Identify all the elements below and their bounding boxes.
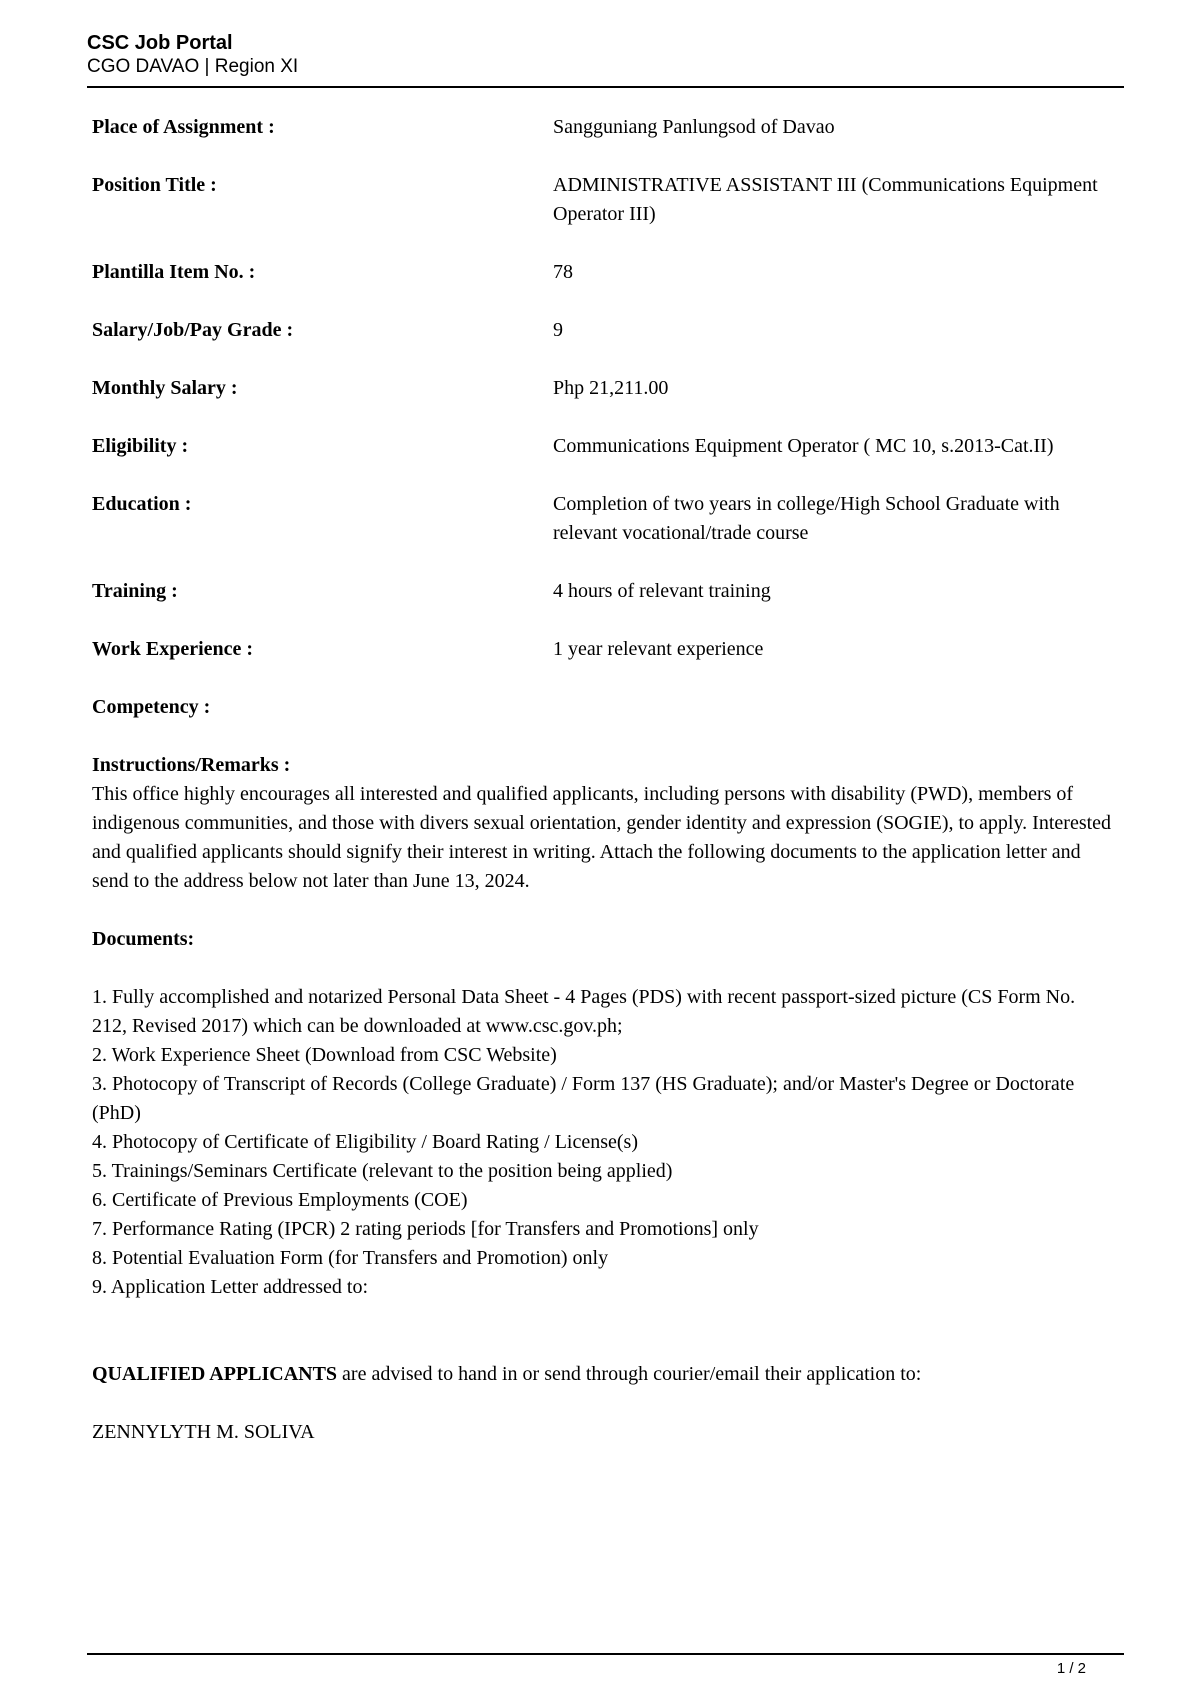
document-item: 2. Work Experience Sheet (Download from CSC Website) xyxy=(92,1044,557,1066)
field-value xyxy=(553,693,1112,722)
field-training xyxy=(92,577,1112,606)
document-item: 6. Certificate of Previous Employments (COE) xyxy=(92,1189,468,1211)
field-value: Sangguniang Panlungsod of Davao xyxy=(553,116,835,138)
field-eligibility xyxy=(92,432,1112,461)
field-place-of-assignment xyxy=(92,113,1112,142)
page-header xyxy=(87,31,1124,79)
field-value: 9 xyxy=(553,319,563,341)
field-label: Competency : xyxy=(92,696,211,718)
field-value: Completion of two years in college/High School Graduate with relevant vocational/trade course xyxy=(553,493,1060,544)
addressee-name: ZENNYLYTH M. SOLIVA xyxy=(92,1421,315,1443)
header-divider xyxy=(87,86,1124,88)
field-competency xyxy=(92,693,1112,722)
remarks-text: This office highly encourages all interested and qualified applicants, including persons with disability (PWD), members of indigenous communities, and those with divers sexual orientation, gender identity and expression (SOGIE), to apply. Interested and qualified applicants should signify their interest in writing. Attach the following documents to the application letter and send to the address below not later than June 13, 2024. xyxy=(92,783,1112,892)
field-value: Php 21,211.00 xyxy=(553,377,669,399)
field-label: Plantilla Item No. : xyxy=(92,261,256,283)
field-value: 1 year relevant experience xyxy=(553,638,764,660)
office-name: CGO DAVAO | Region XI xyxy=(87,56,299,77)
field-salary-grade xyxy=(92,316,1112,345)
document-item: 4. Photocopy of Certificate of Eligibility / Board Rating / License(s) xyxy=(92,1131,638,1153)
field-label: Work Experience : xyxy=(92,638,254,660)
field-label: Monthly Salary : xyxy=(92,377,238,399)
remarks-label: Instructions/Remarks : xyxy=(92,754,291,776)
field-label: Training : xyxy=(92,580,178,602)
field-label: Eligibility : xyxy=(92,435,189,457)
field-value: 4 hours of relevant training xyxy=(553,580,771,602)
field-label: Education : xyxy=(92,493,192,515)
job-details xyxy=(92,113,1112,1447)
closing-emphasis: QUALIFIED APPLICANTS xyxy=(92,1363,338,1385)
documents-label: Documents: xyxy=(92,928,195,950)
document-item: 5. Trainings/Seminars Certificate (relevant to the position being applied) xyxy=(92,1160,673,1182)
document-item: 7. Performance Rating (IPCR) 2 rating periods [for Transfers and Promotions] only xyxy=(92,1218,759,1240)
field-plantilla-item-no xyxy=(92,258,1112,287)
document-item: 8. Potential Evaluation Form (for Transfers and Promotion) only xyxy=(92,1247,609,1269)
portal-name: CSC Job Portal xyxy=(87,32,233,54)
closing-instruction xyxy=(92,1360,1112,1389)
field-label: Salary/Job/Pay Grade : xyxy=(92,319,294,341)
closing-text: are advised to hand in or send through courier/email their application to: xyxy=(337,1363,922,1385)
field-work-experience xyxy=(92,635,1112,664)
field-monthly-salary xyxy=(92,374,1112,403)
document-item: 3. Photocopy of Transcript of Records (College Graduate) / Form 137 (HS Graduate); and/or Master's Degree or Doctorate (PhD) xyxy=(92,1073,1075,1124)
document-item: 1. Fully accomplished and notarized Personal Data Sheet - 4 Pages (PDS) with recent passport-sized picture (CS Form No. 212, Revised 2017) which can be downloaded at www.csc.gov.ph; xyxy=(92,986,1076,1037)
field-value: 78 xyxy=(553,261,573,283)
documents-list xyxy=(92,983,1112,1302)
field-position-title xyxy=(92,171,1112,229)
field-education xyxy=(92,490,1112,548)
instructions-remarks xyxy=(92,751,1112,896)
field-label: Place of Assignment : xyxy=(92,116,275,138)
document-item: 9. Application Letter addressed to: xyxy=(92,1276,369,1298)
field-value: ADMINISTRATIVE ASSISTANT III (Communications Equipment Operator III) xyxy=(553,174,1098,225)
footer-divider xyxy=(87,1653,1124,1655)
field-value: Communications Equipment Operator ( MC 10, s.2013-Cat.II) xyxy=(553,435,1054,457)
page-number: 1 / 2 xyxy=(1056,1660,1086,1677)
field-label: Position Title : xyxy=(92,174,217,196)
